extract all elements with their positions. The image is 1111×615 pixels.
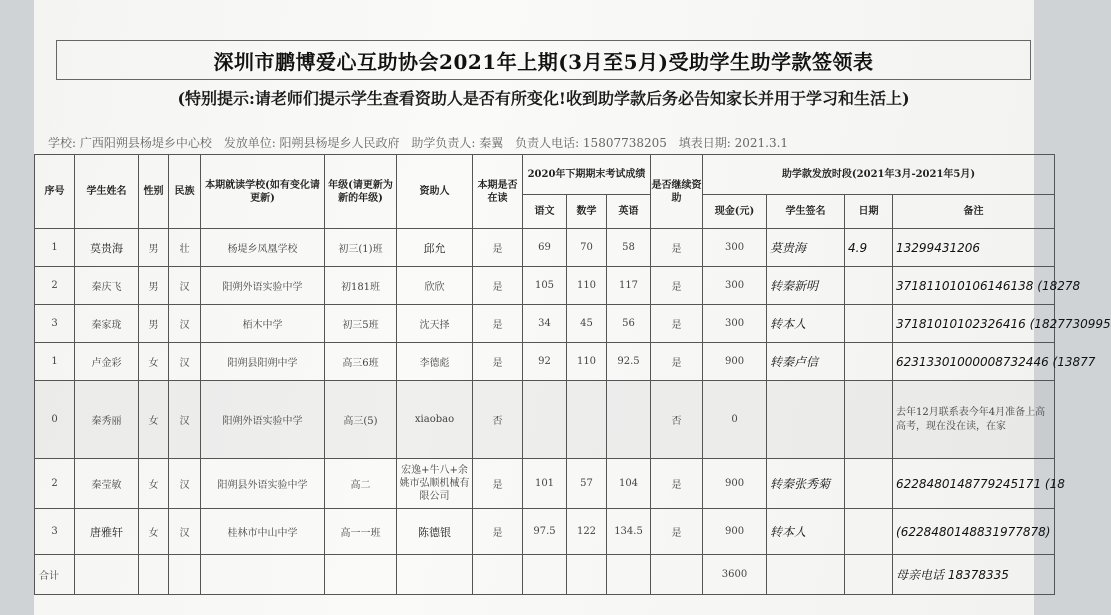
cell-remark: 37181010102326416 (1827730995 bbox=[893, 305, 1055, 343]
cell-math: 122 bbox=[567, 509, 607, 555]
cell-continue: 是 bbox=[651, 459, 703, 509]
header-enrolled: 本期是否在读 bbox=[473, 155, 523, 229]
header-gender: 性别 bbox=[139, 155, 169, 229]
header-row-1 bbox=[35, 155, 1055, 195]
cell-seq: 3 bbox=[35, 509, 75, 555]
cell-gender: 男 bbox=[139, 267, 169, 305]
cell-date bbox=[845, 267, 893, 305]
cell-gender: 男 bbox=[139, 305, 169, 343]
cell-gender: 女 bbox=[139, 343, 169, 381]
cell-ethnicity: 汉 bbox=[169, 267, 201, 305]
cell-enrolled: 是 bbox=[473, 509, 523, 555]
page-title: 深圳市鹏博爱心互助协会2021年上期(3月至5月)受助学生助学款签领表 bbox=[213, 49, 874, 74]
cell-signature: 莫贵海 bbox=[767, 229, 845, 267]
cell-english: 104 bbox=[607, 459, 651, 509]
cell-grade: 高一一班 bbox=[325, 509, 397, 555]
cell-ethnicity: 壮 bbox=[169, 229, 201, 267]
cell-remark: 去年12月联系表今年4月准备上高高考，现在没在读，在家 bbox=[893, 381, 1055, 459]
cell-name: 秦庆飞 bbox=[75, 267, 139, 305]
cell-english: 134.5 bbox=[607, 509, 651, 555]
cell-english bbox=[607, 381, 651, 459]
table-row bbox=[35, 229, 1055, 267]
cell-school: 阳朔外语实验中学 bbox=[201, 267, 325, 305]
cell-remark: 371811010106146138 (18278 bbox=[893, 267, 1055, 305]
cell-enrolled: 是 bbox=[473, 305, 523, 343]
cell-remark: 6228480148779245171 (18 bbox=[893, 459, 1055, 509]
cell-sponsor: 宏逸+牛八+余姚市弘顺机械有限公司 bbox=[397, 459, 473, 509]
cell-cash: 300 bbox=[703, 229, 767, 267]
cell-chinese: 34 bbox=[523, 305, 567, 343]
cell-grade: 初三5班 bbox=[325, 305, 397, 343]
cell-signature bbox=[767, 381, 845, 459]
cell-ethnicity: 汉 bbox=[169, 305, 201, 343]
cell-continue: 是 bbox=[651, 343, 703, 381]
cell-cash: 900 bbox=[703, 459, 767, 509]
cell-school: 杨堤乡凤凰学校 bbox=[201, 229, 325, 267]
cell-date bbox=[845, 381, 893, 459]
notice-text: (特别提示:请老师们提示学生查看资助人是否有所变化!收到助学款后务必告知家长并用于学习和生活上) bbox=[177, 89, 910, 108]
cell-seq: 1 bbox=[35, 229, 75, 267]
cell-name: 秦家珑 bbox=[75, 305, 139, 343]
cell-school: 阳朔县阳朔中学 bbox=[201, 343, 325, 381]
cell-signature: 转秦张秀菊 bbox=[767, 459, 845, 509]
header-date: 日期 bbox=[845, 195, 893, 229]
meta-manager: 助学负责人: 秦翼 bbox=[411, 136, 504, 150]
cell-date bbox=[845, 305, 893, 343]
cell-signature: 转本人 bbox=[767, 305, 845, 343]
cell-chinese bbox=[523, 381, 567, 459]
cell-sponsor: 欣欣 bbox=[397, 267, 473, 305]
cell-date bbox=[845, 343, 893, 381]
cell-chinese: 105 bbox=[523, 267, 567, 305]
cell-chinese: 69 bbox=[523, 229, 567, 267]
cell-date: 4.9 bbox=[845, 229, 893, 267]
cell-ethnicity: 汉 bbox=[169, 381, 201, 459]
cell-school: 桂林市中山中学 bbox=[201, 509, 325, 555]
cell-math: 110 bbox=[567, 343, 607, 381]
cell-math: 57 bbox=[567, 459, 607, 509]
cell-ethnicity: 汉 bbox=[169, 459, 201, 509]
cell-english: 58 bbox=[607, 229, 651, 267]
cell-sponsor: 陈德银 bbox=[397, 509, 473, 555]
header-sponsor: 资助人 bbox=[397, 155, 473, 229]
cell-school: 阳朔县外语实验中学 bbox=[201, 459, 325, 509]
cell-sponsor: xiaobao bbox=[397, 381, 473, 459]
cell-math: 110 bbox=[567, 267, 607, 305]
cell-cash: 0 bbox=[703, 381, 767, 459]
document-sheet bbox=[34, 0, 1111, 615]
cell-enrolled: 是 bbox=[473, 459, 523, 509]
header-remark: 备注 bbox=[893, 195, 1055, 229]
total-label: 合计 bbox=[35, 555, 75, 595]
meta-phone: 负责人电话: 15807738205 bbox=[515, 136, 667, 150]
meta-line bbox=[48, 134, 1033, 151]
table-row bbox=[35, 509, 1055, 555]
cell-continue: 是 bbox=[651, 305, 703, 343]
cell-ethnicity: 汉 bbox=[169, 509, 201, 555]
cell-sponsor: 李德彪 bbox=[397, 343, 473, 381]
meta-school: 学校: 广西阳朔县杨堤乡中心校 bbox=[48, 136, 212, 150]
table-row bbox=[35, 343, 1055, 381]
header-math: 数学 bbox=[567, 195, 607, 229]
cell-date bbox=[845, 509, 893, 555]
cell-signature: 转秦卢信 bbox=[767, 343, 845, 381]
table-row bbox=[35, 267, 1055, 305]
cell-grade: 初三(1)班 bbox=[325, 229, 397, 267]
cell-chinese: 101 bbox=[523, 459, 567, 509]
cell-chinese: 97.5 bbox=[523, 509, 567, 555]
cell-name: 秦莹敏 bbox=[75, 459, 139, 509]
cell-seq: 3 bbox=[35, 305, 75, 343]
header-chinese: 语文 bbox=[523, 195, 567, 229]
cell-math: 45 bbox=[567, 305, 607, 343]
cell-continue: 是 bbox=[651, 509, 703, 555]
cell-seq: 1 bbox=[35, 343, 75, 381]
header-english: 英语 bbox=[607, 195, 651, 229]
meta-issuer: 发放单位: 阳朔县杨堤乡人民政府 bbox=[223, 136, 400, 150]
header-ethnicity: 民族 bbox=[169, 155, 201, 229]
cell-enrolled: 是 bbox=[473, 343, 523, 381]
cell-school: 栢木中学 bbox=[201, 305, 325, 343]
cell-cash: 900 bbox=[703, 509, 767, 555]
cell-continue: 否 bbox=[651, 381, 703, 459]
cell-name: 莫贵海 bbox=[75, 229, 139, 267]
cell-ethnicity: 汉 bbox=[169, 343, 201, 381]
cell-enrolled: 是 bbox=[473, 267, 523, 305]
header-name: 学生姓名 bbox=[75, 155, 139, 229]
cell-english: 56 bbox=[607, 305, 651, 343]
cell-seq: 2 bbox=[35, 267, 75, 305]
cell-continue: 是 bbox=[651, 229, 703, 267]
cell-grade: 高三6班 bbox=[325, 343, 397, 381]
cell-gender: 男 bbox=[139, 229, 169, 267]
cell-english: 117 bbox=[607, 267, 651, 305]
cell-grade: 初181班 bbox=[325, 267, 397, 305]
cell-remark: 62313301000008732446 (13877 bbox=[893, 343, 1055, 381]
total-cash: 3600 bbox=[703, 555, 767, 595]
cell-name: 秦秀丽 bbox=[75, 381, 139, 459]
header-payment-group: 助学款发放时段(2021年3月-2021年5月) bbox=[703, 155, 1055, 195]
header-cash: 现金(元) bbox=[703, 195, 767, 229]
cell-math bbox=[567, 381, 607, 459]
cell-cash: 900 bbox=[703, 343, 767, 381]
cell-enrolled: 是 bbox=[473, 229, 523, 267]
cell-chinese: 92 bbox=[523, 343, 567, 381]
cell-english: 92.5 bbox=[607, 343, 651, 381]
header-signature: 学生签名 bbox=[767, 195, 845, 229]
cell-name: 卢金彩 bbox=[75, 343, 139, 381]
cell-sponsor: 沈天择 bbox=[397, 305, 473, 343]
header-school: 本期就读学校(如有变化请更新) bbox=[201, 155, 325, 229]
meta-date: 填表日期: 2021.3.1 bbox=[678, 136, 789, 150]
total-row bbox=[35, 555, 1055, 595]
header-continue: 是否继续资助 bbox=[651, 155, 703, 229]
header-seq: 序号 bbox=[35, 155, 75, 229]
cell-name: 唐雅轩 bbox=[75, 509, 139, 555]
cell-school: 阳朔外语实验中学 bbox=[201, 381, 325, 459]
cell-cash: 300 bbox=[703, 267, 767, 305]
cell-gender: 女 bbox=[139, 509, 169, 555]
cell-continue: 是 bbox=[651, 267, 703, 305]
header-grade: 年级(请更新为新的年级) bbox=[325, 155, 397, 229]
cell-seq: 0 bbox=[35, 381, 75, 459]
cell-signature: 转本人 bbox=[767, 509, 845, 555]
cell-remark: 13299431206 bbox=[893, 229, 1055, 267]
sign-table bbox=[34, 154, 1111, 595]
cell-math: 70 bbox=[567, 229, 607, 267]
cell-cash: 300 bbox=[703, 305, 767, 343]
cell-grade: 高三(5) bbox=[325, 381, 397, 459]
cell-date bbox=[845, 459, 893, 509]
cell-signature: 转秦新明 bbox=[767, 267, 845, 305]
cell-gender: 女 bbox=[139, 381, 169, 459]
cell-seq: 2 bbox=[35, 459, 75, 509]
table-row bbox=[35, 381, 1055, 459]
total-remark: 母亲电话 18378335 bbox=[893, 555, 1055, 595]
cell-grade: 高二 bbox=[325, 459, 397, 509]
cell-sponsor: 邱允 bbox=[397, 229, 473, 267]
cell-enrolled: 否 bbox=[473, 381, 523, 459]
header-scores-group: 2020年下期期末考试成绩 bbox=[523, 155, 651, 195]
table-row bbox=[35, 459, 1055, 509]
cell-remark: (6228480148831977878) bbox=[893, 509, 1055, 555]
title-box bbox=[56, 40, 1031, 80]
table-row bbox=[35, 305, 1055, 343]
cell-gender: 女 bbox=[139, 459, 169, 509]
